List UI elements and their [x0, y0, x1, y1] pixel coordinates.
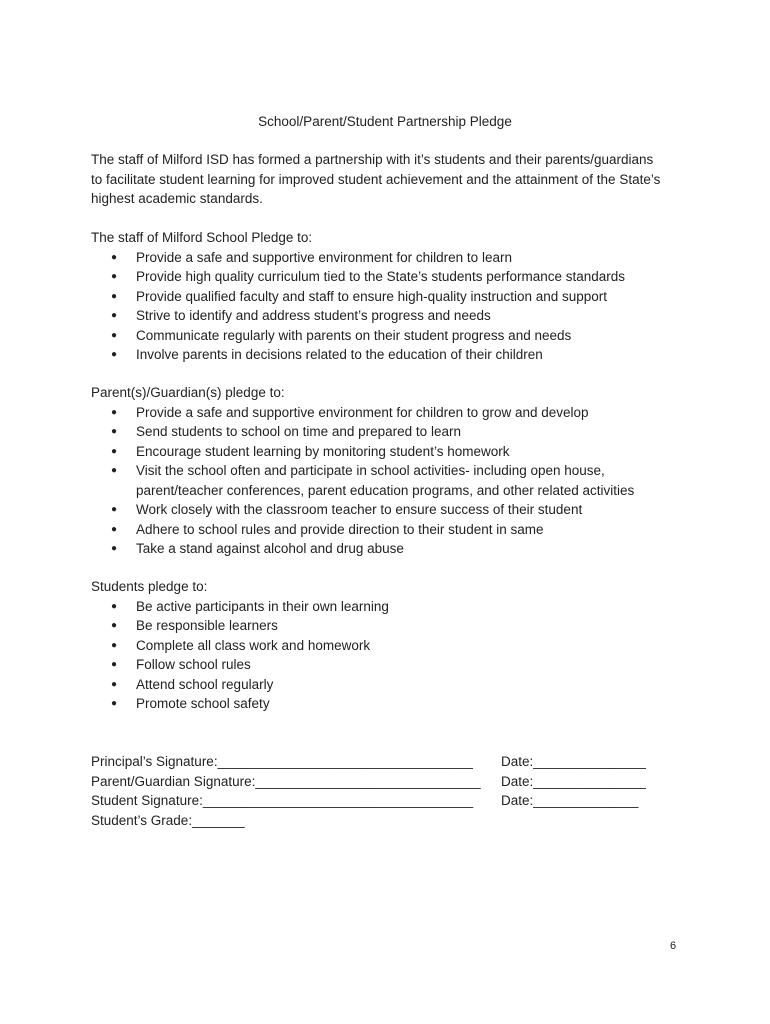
signature-block: [91, 752, 691, 830]
student-pledge-heading: Students pledge to:: [91, 579, 208, 594]
staff-pledge-heading: The staff of Milford School Pledge to:: [91, 230, 313, 245]
list-item: ● Strive to identify and address student’s progress and needs: [91, 306, 691, 326]
parent-pledge-list: [91, 403, 691, 559]
list-item: ● Provide high quality curriculum tied to the State’s students performance standards: [91, 267, 691, 287]
list-item: ● Be responsible learners: [91, 616, 691, 636]
list-item: ● Communicate regularly with parents on their student progress and needs: [91, 326, 691, 346]
page-title: School/Parent/Student Partnership Pledge: [258, 114, 512, 129]
parent-date-line[interactable]: Date:_______________: [501, 773, 646, 789]
student-signature-line[interactable]: Student Signature:____________________________________: [91, 793, 474, 808]
student-pledge-list: [91, 597, 691, 714]
list-item: ● Involve parents in decisions related to the education of their children: [91, 345, 691, 365]
student-grade-row: [91, 811, 691, 831]
staff-pledge-list: [91, 248, 691, 365]
list-item: ● Be active participants in their own learning: [91, 597, 691, 617]
list-item: ● Adhere to school rules and provide direction to their student in same: [91, 520, 691, 540]
list-item: ● Provide a safe and supportive environment for children to learn: [91, 248, 691, 268]
student-pledge-section: [91, 577, 691, 714]
principal-signature-row: [91, 752, 691, 772]
list-item: ● Take a stand against alcohol and drug abuse: [91, 539, 691, 559]
principal-signature-line[interactable]: Principal’s Signature:__________________________________: [91, 754, 473, 769]
list-item: ● Encourage student learning by monitoring student’s homework: [91, 442, 691, 462]
parent-signature-row: [91, 772, 691, 792]
student-signature-row: [91, 791, 691, 811]
list-item: ● Complete all class work and homework: [91, 636, 691, 656]
list-item: ● Work closely with the classroom teacher to ensure success of their student: [91, 500, 691, 520]
student-date-line[interactable]: Date:______________: [501, 793, 639, 808]
page-number: 6: [670, 940, 677, 952]
parent-signature-line[interactable]: Parent/Guardian Signature:______________________________: [91, 773, 481, 789]
list-item: ● Attend school regularly: [91, 675, 691, 695]
parent-pledge-heading: Parent(s)/Guardian(s) pledge to:: [91, 385, 285, 400]
student-grade-line[interactable]: Student’s Grade:_______: [91, 812, 245, 828]
list-item: ● Visit the school often and participate in school activities- including open house, parent/teacher conferences, parent education programs, and other related activities: [91, 461, 691, 500]
list-item: ● Send students to school on time and prepared to learn: [91, 422, 691, 442]
list-item: ● Promote school safety: [91, 694, 691, 714]
intro-paragraph: The staff of Milford ISD has formed a partnership with it’s students and their parents/guardians to facilitate student learning for improved student achievement and the attainment of the State’s highest academic standards.: [91, 152, 661, 206]
list-item: ● Provide qualified faculty and staff to ensure high-quality instruction and support: [91, 287, 691, 307]
list-item: ● Provide a safe and supportive environment for children to grow and develop: [91, 403, 691, 423]
list-item: ● Follow school rules: [91, 655, 691, 675]
parent-pledge-section: [91, 383, 691, 559]
staff-pledge-section: [91, 228, 691, 365]
principal-date-line[interactable]: Date:_______________: [501, 754, 646, 769]
